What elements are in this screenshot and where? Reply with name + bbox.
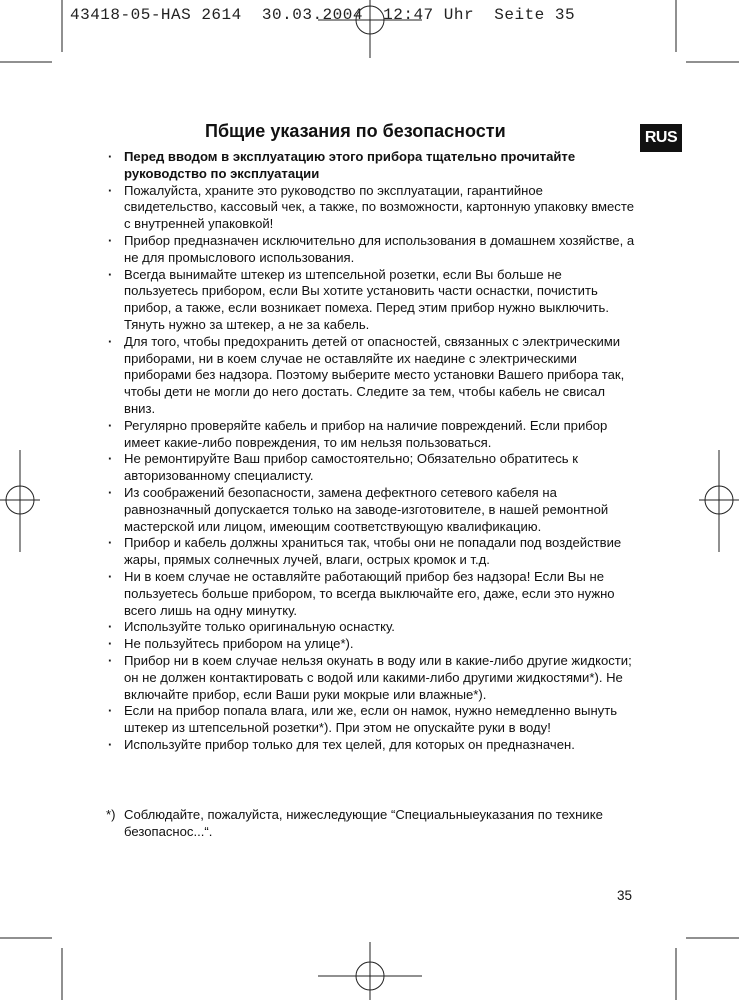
list-item: · Прибор ни в коем случае нельзя окунать в воду или в какие-либо другие жидкости; он не должен контактировать с водой или какими-либо другими жидкостями*). Не включайте прибор, если Ваши руки мокрые или влажные*).: [106, 653, 636, 703]
list-item: · Регулярно проверяйте кабель и прибор на наличие повреждений. Если прибор имеет какие-либо повреждения, то им нельзя пользоваться.: [106, 418, 636, 452]
list-item: · Не пользуйтесь прибором на улице*).: [106, 636, 636, 653]
registration-mark-right: [699, 450, 739, 552]
registration-mark-left: [0, 450, 40, 552]
list-item: · Перед вводом в эксплуатацию этого прибора тщательно прочитайте руководство по эксплуатации: [106, 149, 636, 183]
list-item: · Используйте только оригинальную оснастку.: [106, 619, 636, 636]
list-item: · Прибор предназначен исключительно для использования в домашнем хозяйстве, а не для промыслового использования.: [106, 233, 636, 267]
page-title: Пбщие указания по безопасности: [205, 121, 506, 141]
registration-mark-bottom: [318, 942, 422, 1000]
list-item: · Для того, чтобы предохранить детей от опасностей, связанных с электрическими приборами, ни в коем случае не оставляйте их наедине с электрическими приборами без надзора. Поэтому выберите место установки Вашего прибора так, чтобы дети не могли до него достать. Следите за тем, чтобы кабель не свисал вниз.: [106, 334, 636, 418]
page-number: 35: [617, 888, 633, 903]
footnote-marker: *): [106, 807, 116, 822]
list-item: · Ни в коем случае не оставляйте работающий прибор без надзора! Если Вы не пользуетесь больше прибором, то всегда выключайте его, даже, если это нужно всего лишь на одну минутку.: [106, 569, 636, 619]
safety-rules-list: [106, 149, 636, 754]
registration-mark-top: [318, 0, 422, 58]
list-item: · Пожалуйста, храните это руководство по эксплуатации, гарантийное свидетельство, кассовый чек, а также, по возможности, картонную упаковку вместе с внутренней упаковкой!: [106, 183, 636, 233]
list-item: · Всегда вынимайте штекер из штепсельной розетки, если Вы больше не пользуетесь прибором, если Вы хотите установить части оснастки, почистить прибор, а также, если возникает помеха. Перед этим прибор нужно выключить. Тянуть нужно за штекер, а не за кабель.: [106, 267, 636, 334]
footnote: [106, 807, 636, 841]
print-slug: 43418-05-HAS 2614 30.03.2004 12:47 Uhr Seite 35: [70, 6, 576, 24]
list-item: · Если на прибор попала влага, или же, если он намок, нужно немедленно вынуть штекер из штепсельной розетки*). При этом не опускайте руки в воду!: [106, 703, 636, 737]
list-item: · Прибор и кабель должны храниться так, чтобы они не попадали под воздействие жары, прямых солнечных лучей, влаги, острых кромок и т.д.: [106, 535, 636, 569]
list-item: · Не ремонтируйте Ваш прибор самостоятельно; Обязательно обратитесь к авторизованному специалисту.: [106, 451, 636, 485]
footnote-text: Соблюдайте, пожалуйста, нижеследующие “Специальныеуказания по технике безопаснос...“.: [124, 807, 603, 839]
list-item: · Используйте прибор только для тех целей, для которых он предназначен.: [106, 737, 636, 754]
language-badge: RUS: [640, 124, 682, 152]
list-item: · Из соображений безопасности, замена дефектного сетевого кабеля на равнозначный допускается только на заводе-изготовителе, в нашей ремонтной мастерской или лицом, имеющим соответствующую квалификацию.: [106, 485, 636, 535]
